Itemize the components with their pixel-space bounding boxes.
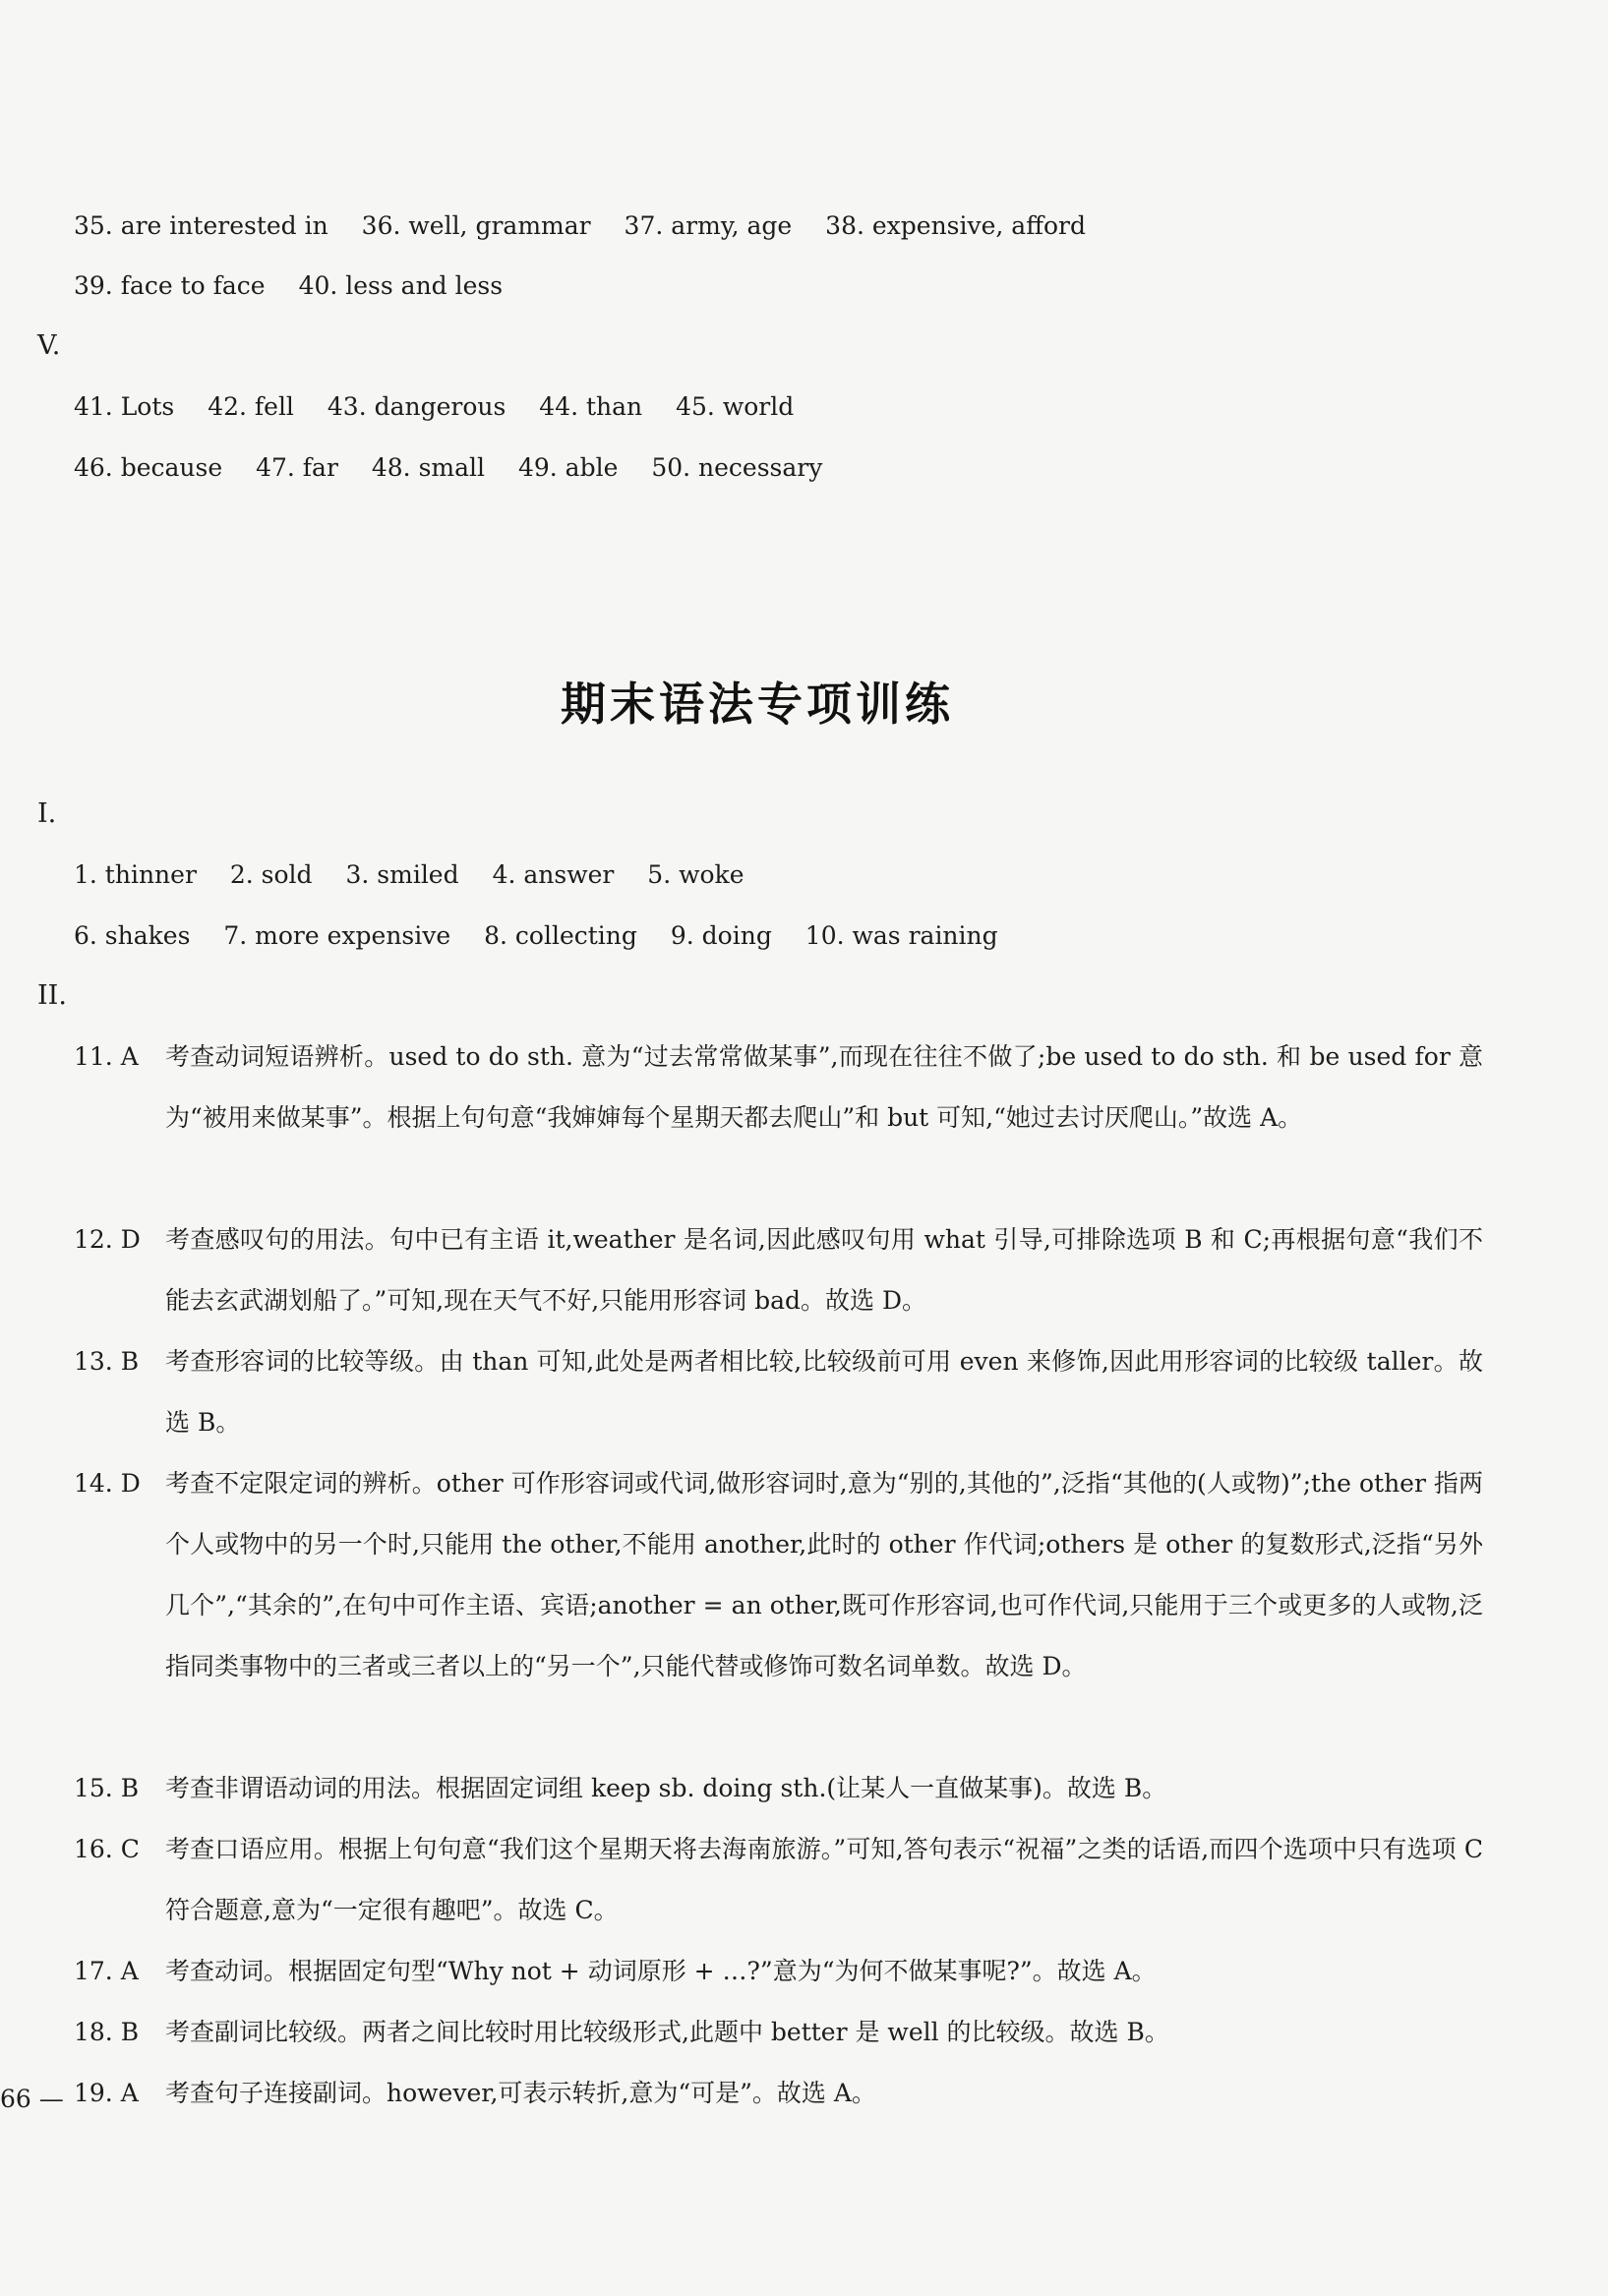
answer-item: 41. Lots [74,392,175,421]
question-explanation: 考查形容词的比较等级。由 than 可知,此处是两者相比较,比较级前可用 even 来修饰,因此用形容词的比较级 taller。故选 B。 [165,1347,1483,1437]
question-explanation: 考查非谓语动词的用法。根据固定词组 keep sb. doing sth.(让某人一直做某事)。故选 B。 [165,1774,1167,1802]
answer-row-6-10 [74,918,1024,954]
answer-row-1-5 [74,857,770,893]
page-number: 66 — [0,2085,64,2113]
question-number: 19. A [74,2079,139,2107]
question-explanation: 考查口语应用。根据上句句意“我们这个星期天将去海南旅游。”可知,答句表示“祝福”之类的话语,而四个选项中只有选项 C 符合题意,意为“一定很有趣吧”。故选 C。 [165,1835,1483,1924]
section-i-label: I. [37,798,57,829]
answer-item: 3. smiled [345,860,459,889]
answer-item: 5. woke [647,860,744,889]
question-number: 14. D [74,1469,141,1498]
answer-item: 45. world [676,392,795,421]
answer-item: 49. able [517,453,619,482]
answer-item: 9. doing [670,921,772,950]
question-number: 15. B [74,1774,140,1802]
answer-item: 39. face to face [74,271,266,300]
question-number: 17. A [74,1957,139,1985]
answer-item: 2. sold [229,860,313,889]
question-explanation: 考查感叹句的用法。句中已有主语 it,weather 是名词,因此感叹句用 what 引导,可排除选项 B 和 C;再根据句意“我们不能去玄武湖划船了。”可知,现在天气不好,只能用形容词 bad。故选 D。 [165,1225,1483,1315]
question-explanation: 考查句子连接副词。however,可表示转折,意为“可是”。故选 A。 [165,2079,876,2107]
answer-item: 36. well, grammar [361,211,591,240]
answer-item: 42. fell [208,392,294,421]
answer-item: 7. more expensive [223,921,451,950]
answer-item: 37. army, age [624,211,793,240]
answer-row-39-40 [74,268,528,304]
question-explanation: 考查不定限定词的辨析。other 可作形容词或代词,做形容词时,意为“别的,其他的”,泛指“其他的(人或物)”;the other 指两个人或物中的另一个时,只能用 the other,不能用 another,此时的 other 作代词;others 是 other 的复数形式,泛指“另外几个”,“其余的”,在句中可作主语、宾语;another = an other,既可作形容词,也可作代词,只能用于三个或更多的人或物,泛指同类事物中的三者或三者以上的“另一个”,只能代替或修饰可数名词单数。故选 D。 [165,1469,1483,1680]
section-v-label: V. [37,330,61,361]
page-title: 期末语法专项训练 [561,677,954,731]
section-ii-label: II. [37,980,67,1011]
answer-item: 1. thinner [74,860,197,889]
question-explanation: 考查副词比较级。两者之间比较时用比较级形式,此题中 better 是 well 的比较级。故选 B。 [165,2018,1169,2046]
answer-row-41-45 [74,389,819,425]
question-number: 11. A [74,1042,139,1071]
answer-item: 38. expensive, afford [825,211,1086,240]
answer-item: 46. because [74,453,223,482]
answer-item: 40. less and less [298,271,504,300]
question-number: 13. B [74,1347,140,1376]
question-explanation: 考查动词短语辨析。used to do sth. 意为“过去常常做某事”,而现在往往不做了;be used to do sth. 和 be used for 意为“被用来做某事”。根据上句句意“我婶婶每个星期天都去爬山”和 but 可知,“她过去讨厌爬山。”故选 A。 [165,1042,1483,1132]
answer-row-35-38 [74,208,1111,244]
answer-item: 50. necessary [651,453,823,482]
answer-item: 47. far [256,453,338,482]
answer-item: 8. collecting [484,921,637,950]
answer-item: 48. small [371,453,486,482]
answer-item: 43. dangerous [327,392,506,421]
answer-item: 10. was raining [804,921,998,950]
question-number: 16. C [74,1835,140,1863]
question-number: 12. D [74,1225,141,1254]
answer-item: 4. answer [492,860,615,889]
answer-row-46-50 [74,450,848,486]
answer-item: 6. shakes [74,921,191,950]
question-number: 18. B [74,2018,140,2046]
question-explanation: 考查动词。根据固定句型“Why not + 动词原形 + …?”意为“为何不做某事呢?”。故选 A。 [165,1957,1157,1985]
answer-item: 44. than [539,392,643,421]
answer-item: 35. are interested in [74,211,328,240]
